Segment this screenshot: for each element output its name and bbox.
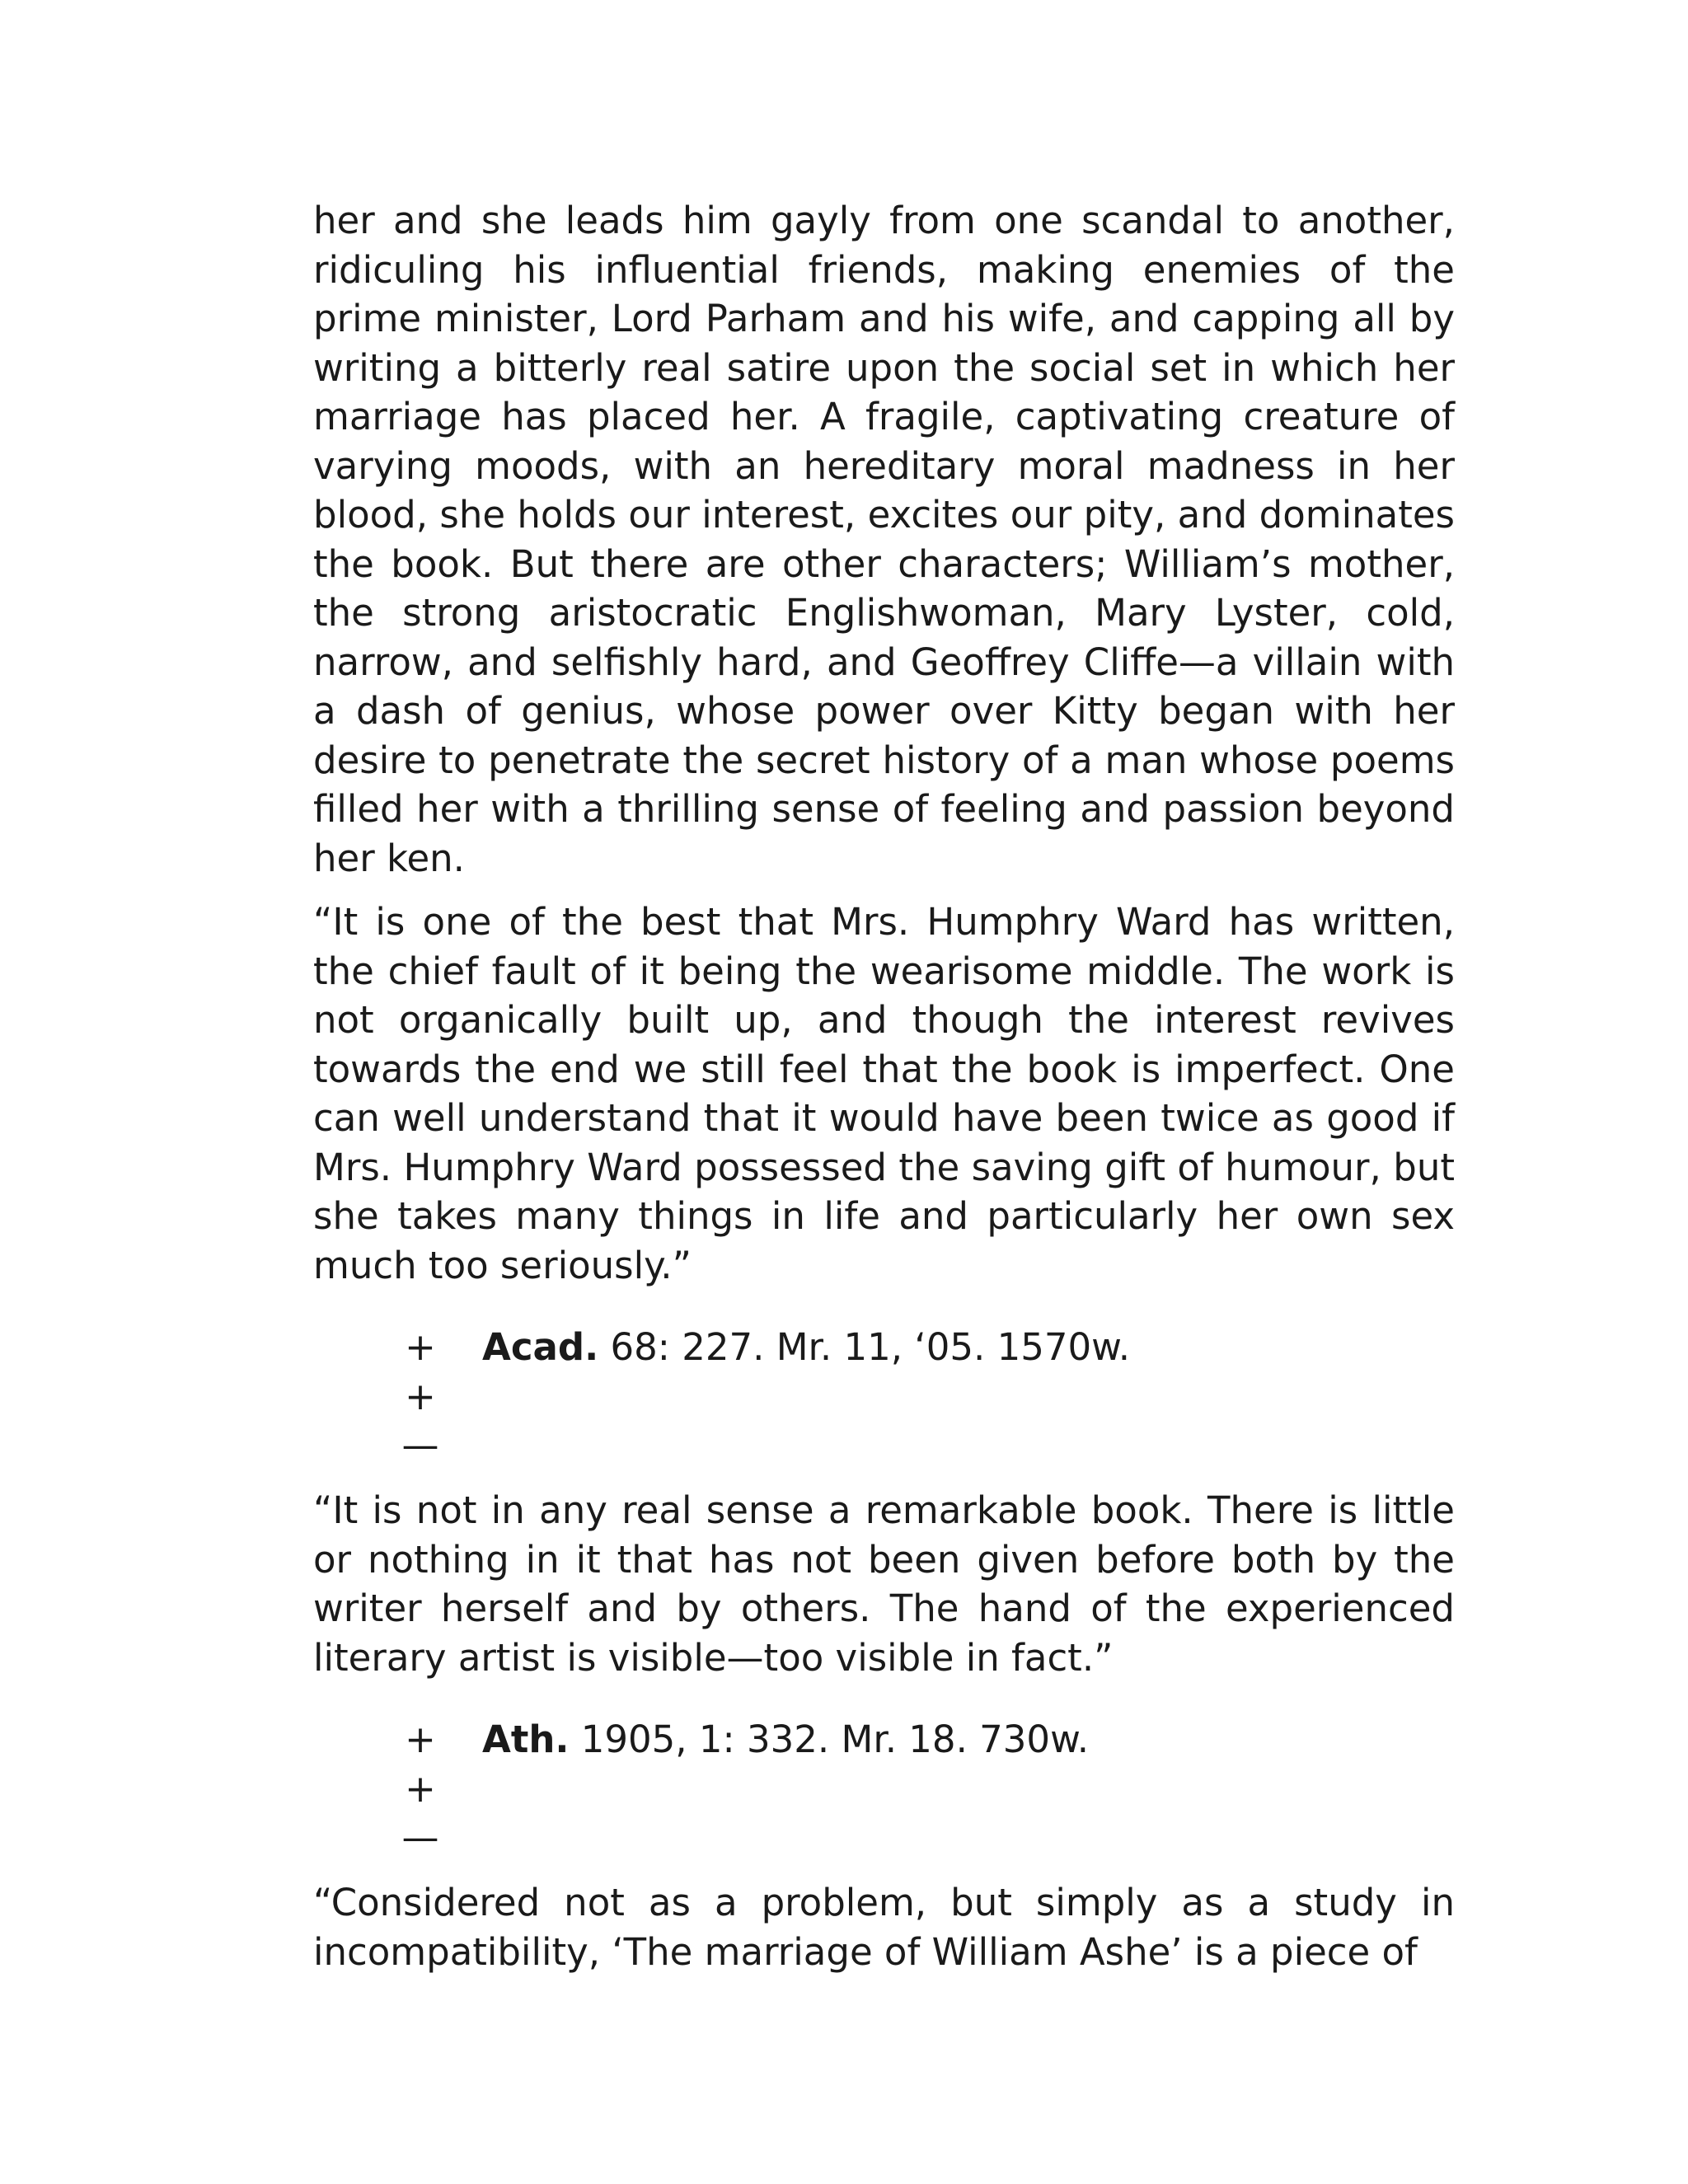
citation-academy — [313, 1323, 1455, 1471]
citation-reference — [482, 1323, 1130, 1372]
citation-details: 68: 227. Mr. 11, ‘05. 1570w. — [598, 1325, 1131, 1369]
rating-marks — [396, 1715, 445, 1863]
citation-details: 1905, 1: 332. Mr. 18. 730w. — [569, 1718, 1090, 1761]
paragraph-quote-continued: “Considered not as a problem, but simply as a study in incompatibility, ‘The marriage of William Ashe’ is a piece of — [313, 1881, 1455, 1974]
citation-athenaeum — [313, 1715, 1455, 1863]
rating-mark: + — [405, 1325, 436, 1369]
rating-mark: — — [401, 1816, 439, 1859]
rating-mark: + — [405, 1374, 436, 1418]
paragraph-quote-academy: “It is one of the best that Mrs. Humphry Ward has written, the chief fault of it being the wearisome middle. The work is not organically built up, and though the interest revives towards the end we still feel that the book is imperfect. One can well understand that it would have been twice as good if Mrs. Humphry Ward possessed the saving gift of humour, but she takes many things in life and particularly her own sex much too seriously.” — [313, 900, 1455, 1287]
rating-mark: + — [405, 1718, 436, 1761]
page-content — [313, 196, 1455, 1976]
citation-reference — [482, 1715, 1089, 1765]
paragraph-summary: her and she leads him gayly from one scandal to another, ridiculing his influential friends, making enemies of the prime minister, Lord Parham and his wife, and capping all by writing a bitterly real satire upon the social set in which her marriage has placed her. A fragile, captivating creature of varying moods, with an hereditary moral madness in her blood, she holds our interest, excites our pity, and dominates the book. But there are other characters; William’s mother, the strong aristocratic Englishwoman, Mary Lyster, cold, narrow, and selfishly hard, and Geoffrey Cliffe—a villain with a dash of genius, whose power over Kitty began with her desire to penetrate the secret history of a man whose poems filled her with a thrilling sense of feeling and passion beyond her ken. — [313, 199, 1455, 880]
rating-mark: — — [401, 1423, 439, 1467]
rating-mark: + — [405, 1766, 436, 1811]
rating-marks — [396, 1323, 445, 1470]
citation-source: Acad. — [482, 1325, 599, 1369]
citation-source: Ath. — [482, 1718, 570, 1761]
paragraph-quote-athenaeum: “It is not in any real sense a remarkable book. There is little or nothing in it that has not been given before both by the writer herself and by others. The hand of the experienced literary artist is visible—too visible in fact.” — [313, 1488, 1455, 1680]
